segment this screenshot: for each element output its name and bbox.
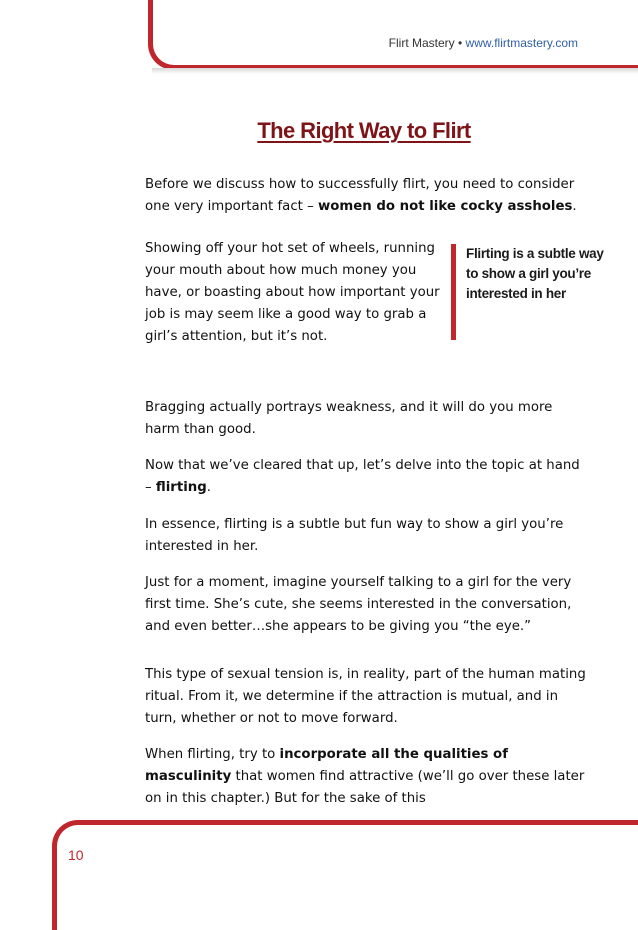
paragraph-bold-text: flirting xyxy=(155,480,207,495)
paragraph-essence: In essence, flirting is a subtle but fun way to show a girl you’re interested in her. xyxy=(145,517,564,554)
paragraph-text: . xyxy=(206,480,211,495)
header-decorative-frame xyxy=(148,0,638,70)
pull-quote: Flirting is a subtle way to show a girl you’re interested in her xyxy=(451,244,608,340)
paragraph-text: . xyxy=(572,199,577,214)
paragraph-showing-off: Showing off your hot set of wheels, running your mouth about how much money you have, or boasting about how important your job is may seem like a good way to grab a girl’s attention, but it’s not. xyxy=(145,241,440,344)
paragraph-text: When flirting, try to xyxy=(145,747,280,762)
header-url-link[interactable]: www.flirtmastery.com xyxy=(465,36,578,50)
paragraph-bold-text: incorporate all the qualities of masculinity xyxy=(145,747,508,784)
paragraph-tension: This type of sexual tension is, in reality, part of the human mating ritual. From it, we determine if the attraction is mutual, and in turn, whether or not to move forward. xyxy=(145,667,586,726)
paragraph-text: Now that we’ve cleared that up, let’s delve into the topic at hand – xyxy=(145,458,580,495)
paragraph-text: that women find attractive (we’ll go over these later on in this chapter.) But for the sake of this xyxy=(145,769,585,806)
footer-decorative-frame xyxy=(52,820,638,930)
paragraph-masculinity xyxy=(145,744,590,810)
running-header xyxy=(389,36,578,50)
header-frame-shadow xyxy=(152,68,638,74)
header-separator: • xyxy=(458,36,463,50)
page-title: The Right Way to Flirt xyxy=(257,118,471,143)
paragraph-bold-text: women do not like cocky assholes xyxy=(317,199,573,214)
paragraph-imagine: Just for a moment, imagine yourself talking to a girl for the very first time. She’s cute, she seems interested in the conversation, and even better…she appears to be giving you “the eye.” xyxy=(145,575,572,634)
paragraph-topic xyxy=(145,455,590,499)
header-site-name: Flirt Mastery xyxy=(388,36,455,50)
paragraph-intro xyxy=(145,174,590,218)
paragraph-text: Before we discuss how to successfully flirt, you need to consider one very important fact – xyxy=(145,177,575,214)
page-number: 10 xyxy=(68,847,84,863)
paragraph-bragging: Bragging actually portrays weakness, and it will do you more harm than good. xyxy=(145,400,553,437)
